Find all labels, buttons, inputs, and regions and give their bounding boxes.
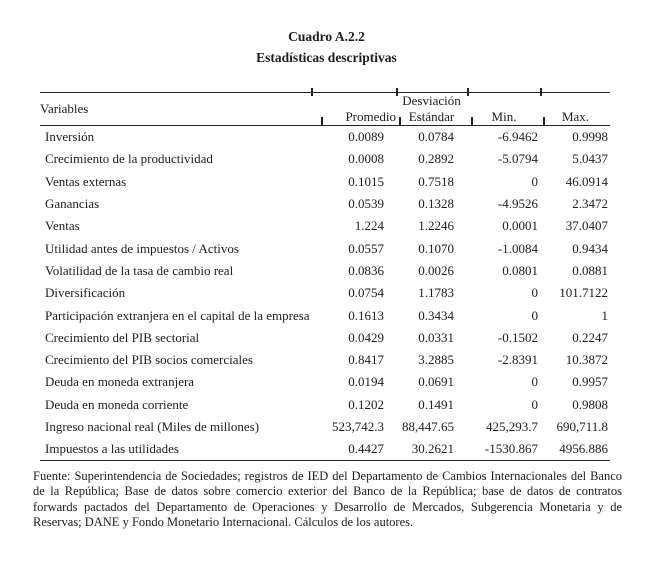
variable-name: Utilidad antes de impuestos / Activos: [45, 240, 239, 256]
promedio-value: 0.1613: [348, 307, 384, 323]
max-value: 5.0437: [572, 151, 608, 167]
column-tick: [540, 88, 542, 96]
promedio-value: 523,742.3: [332, 419, 384, 434]
variable-name: Diversificación: [45, 285, 126, 301]
max-value: 0.9808: [572, 396, 608, 412]
column-header-desviacion-estandar: [396, 93, 467, 126]
promedio-value: 0.0429: [348, 329, 384, 345]
table-header: [40, 93, 610, 126]
promedio-value: 0.0836: [348, 262, 384, 278]
min-value: 0: [531, 374, 538, 390]
max-value: 0.0881: [572, 262, 608, 278]
max-value: 101.7122: [559, 285, 608, 301]
table-row: [40, 260, 610, 282]
variable-name: Deuda en moneda extranjera: [45, 374, 195, 390]
variable-name: Ventas externas: [45, 173, 127, 189]
promedio-value: 0.1015: [348, 173, 384, 189]
min-value: 0: [531, 285, 538, 301]
desviacion-value: 0.1328: [418, 196, 454, 212]
min-value: -6.9462: [497, 129, 538, 145]
max-value: 0.9998: [572, 129, 608, 145]
column-tick: [543, 117, 545, 125]
promedio-value: 1.224: [354, 218, 384, 234]
max-value: 37.0407: [565, 218, 608, 234]
source-footnote: Fuente: Superintendencia de Sociedades; registros de IED del Departamento de Cambios Internacionales del Banco de la República; Base de datos sobre comercio exterior del Banco de la República; base de datos de contratos forwards pactados del Departamento de Operaciones y Desarrollo de Mercados, Subgerencia Monetaria y de Reservas; DANE y Fondo Monetario Internacional. Cálculos de los autores.: [33, 469, 622, 529]
promedio-value: 0.1202: [348, 396, 384, 412]
variable-name: Ingreso nacional real (Miles de millones): [45, 419, 260, 434]
header-row: [40, 93, 610, 126]
max-value: 0.9434: [572, 240, 608, 256]
promedio-value: 0.8417: [348, 352, 384, 368]
desviacion-label-line2: Estándar: [408, 109, 455, 124]
min-value: 0: [531, 307, 538, 323]
column-header-min: Min.: [467, 93, 541, 126]
variable-name: Crecimiento del PIB socios comerciales: [45, 352, 253, 368]
table-row: [40, 371, 610, 393]
column-tick: [471, 117, 473, 125]
min-value: -0.1502: [497, 329, 538, 345]
promedio-value: 0.0089: [348, 129, 384, 145]
column-tick: [399, 117, 401, 125]
table-row: [40, 171, 610, 193]
variable-name: Volatilidad de la tasa de cambio real: [45, 262, 234, 278]
table-row: [40, 416, 610, 438]
max-value: 4956.886: [541, 438, 610, 461]
min-value: 0.0801: [502, 262, 538, 278]
desviacion-value: 1.1783: [418, 285, 454, 301]
desviacion-value: 30.2621: [396, 438, 467, 461]
variable-name: Impuestos a las utilidades: [40, 438, 310, 461]
table-body: [40, 126, 610, 461]
variable-name: Inversión: [45, 129, 95, 145]
promedio-value: 0.0008: [348, 151, 384, 167]
variable-name: Crecimiento del PIB sectorial: [45, 329, 200, 345]
table-subtitle: Estadísticas descriptivas: [256, 50, 397, 65]
column-header-max: Max.: [541, 93, 610, 126]
min-value: 0: [531, 173, 538, 189]
variable-name: Ganancias: [45, 196, 100, 212]
max-value: 0.2247: [572, 329, 608, 345]
max-value: 46.0914: [565, 173, 608, 189]
max-value: 10.3872: [565, 352, 608, 368]
variable-name: Participación extranjera en el capital de la empresa: [45, 307, 310, 323]
column-tick: [396, 88, 398, 96]
desviacion-value: 0.2892: [418, 151, 454, 167]
min-value: -1530.867: [467, 438, 541, 461]
min-value: -1.0084: [497, 240, 538, 256]
promedio-value: 0.4427: [310, 438, 396, 461]
table-number-title: Cuadro A.2.2: [288, 29, 365, 44]
promedio-value: 0.0754: [348, 285, 384, 301]
column-header-promedio: Promedio: [310, 93, 396, 126]
desviacion-value: 3.2885: [418, 352, 454, 368]
desviacion-value: 88,447.65: [402, 419, 454, 434]
desviacion-value: 0.0784: [418, 129, 454, 145]
desviacion-value: 0.0691: [418, 374, 454, 390]
min-value: -5.0794: [497, 151, 538, 167]
desviacion-label-line1: Desviación: [402, 93, 461, 108]
column-tick: [467, 88, 469, 96]
promedio-value: 0.0194: [348, 374, 384, 390]
max-value: 2.3472: [572, 196, 608, 212]
max-value: 1: [601, 307, 608, 323]
desviacion-value: 0.7518: [418, 173, 454, 189]
min-value: -4.9526: [497, 196, 538, 212]
min-value: 0: [531, 396, 538, 412]
desviacion-value: 0.0331: [418, 329, 454, 345]
desviacion-value: 0.1070: [418, 240, 454, 256]
table-row: [40, 148, 610, 170]
table-row: [40, 215, 610, 237]
variable-name: Deuda en moneda corriente: [45, 396, 189, 412]
variable-name: Crecimiento de la productividad: [45, 151, 213, 167]
min-value: -2.8391: [497, 352, 538, 368]
table-row: [40, 304, 610, 326]
table-row: [40, 193, 610, 215]
desviacion-value: 1.2246: [418, 218, 454, 234]
column-tick: [311, 88, 313, 96]
table-row: [40, 126, 610, 149]
promedio-value: 0.0557: [348, 240, 384, 256]
desviacion-value: 0.1491: [418, 396, 454, 412]
table-row: [40, 282, 610, 304]
table-row: [40, 438, 610, 461]
table-row: [40, 349, 610, 371]
table-row: [40, 327, 610, 349]
table-row: [40, 237, 610, 259]
table-title-block: [0, 26, 653, 68]
desviacion-value: 0.0026: [418, 262, 454, 278]
max-value: 690,711.8: [556, 419, 608, 434]
column-tick: [321, 117, 323, 125]
min-value: 0.0001: [502, 218, 538, 234]
promedio-value: 0.0539: [348, 196, 384, 212]
table-row: [40, 394, 610, 416]
variable-name: Ventas: [45, 218, 80, 234]
min-value: 425,293.7: [486, 419, 538, 434]
descriptive-statistics-table: [40, 92, 610, 461]
column-header-variables: Variables: [40, 93, 310, 126]
desviacion-value: 0.3434: [418, 307, 454, 323]
max-value: 0.9957: [572, 374, 608, 390]
